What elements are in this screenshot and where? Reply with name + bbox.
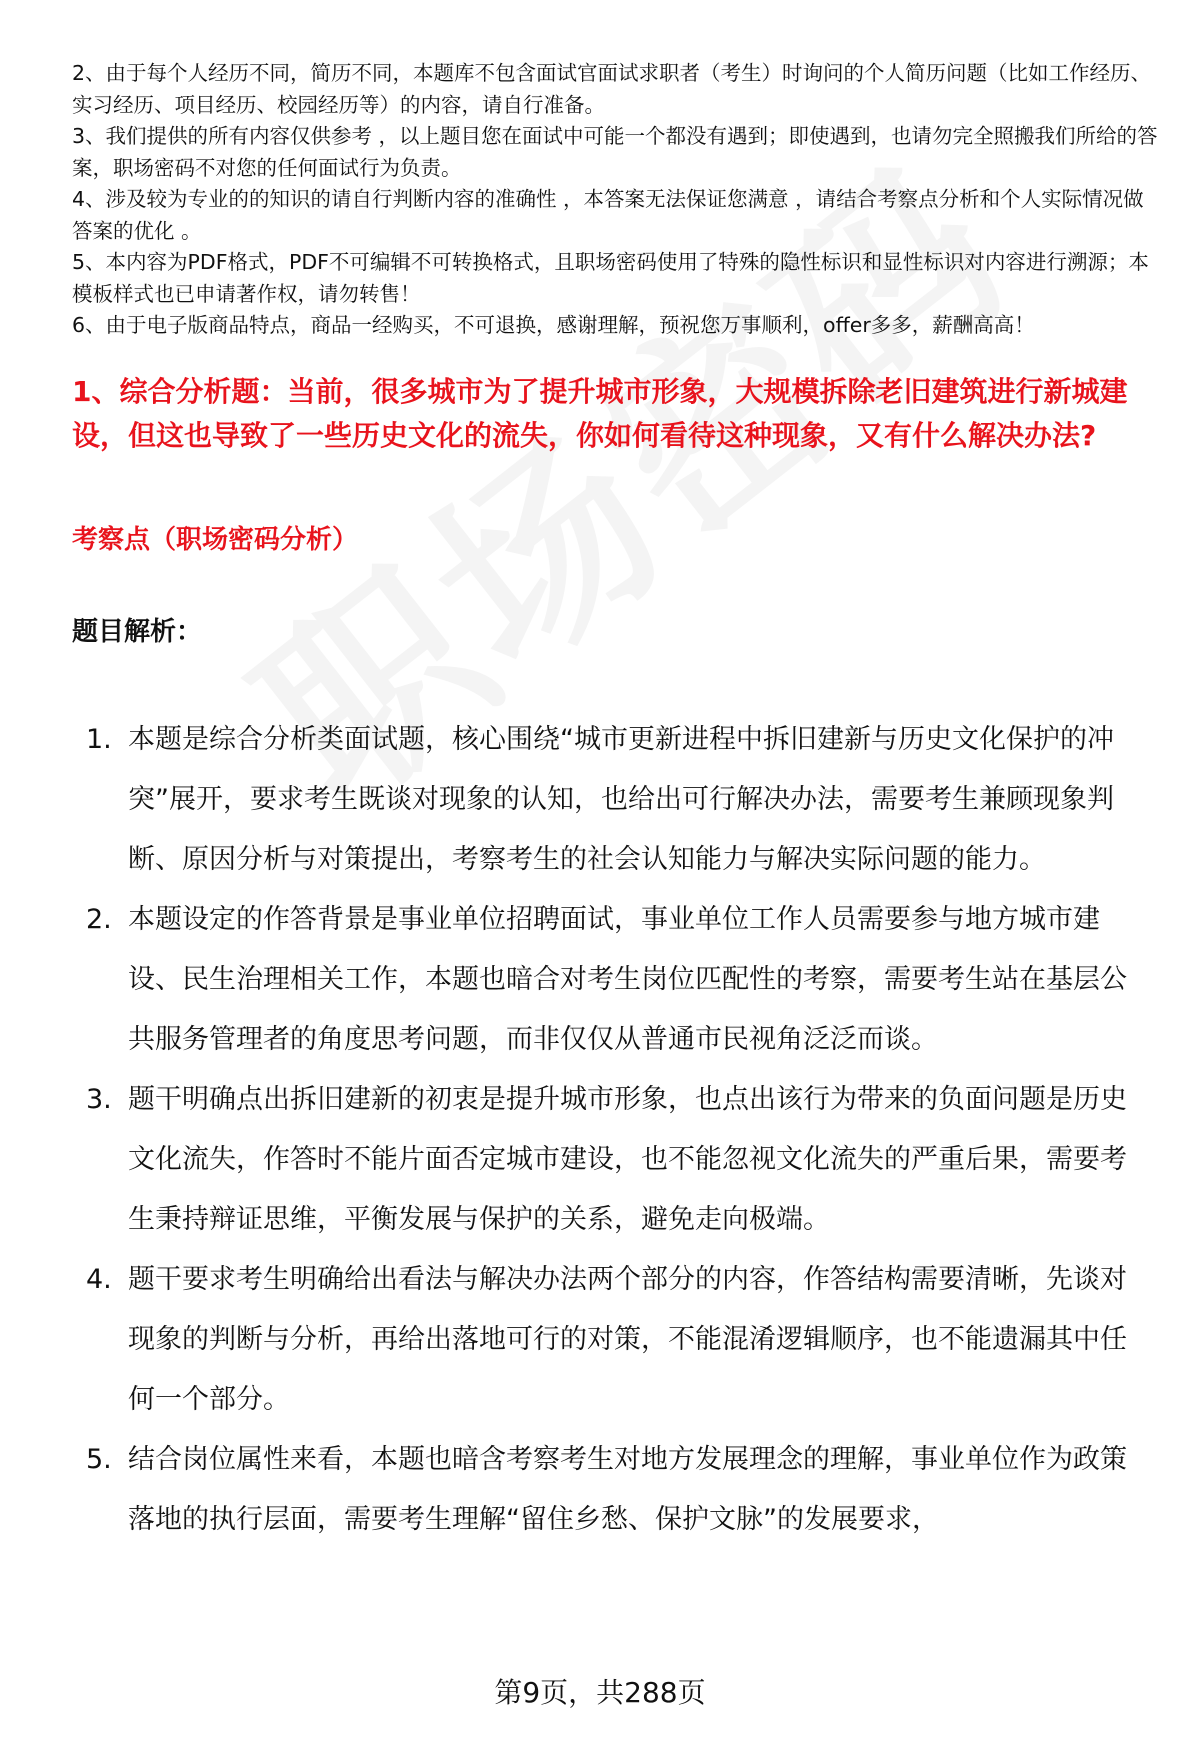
list-number: 1. [86,724,112,755]
page-number: 第9页，共288页 [494,1676,706,1709]
list-number: 5. [86,1444,112,1475]
list-item [72,1430,1152,1550]
analysis-list [72,710,1152,1550]
list-text: 本题设定的作答背景是事业单位招聘面试，事业单位工作人员需要参与地方城市建设、民生治理相关工作，本题也暗合对考生岗位匹配性的考察，需要考生站在基层公共服务管理者的角度思考问题，而非仅仅从普通市民视角泛泛而谈。 [128,904,1127,1055]
list-text: 题干明确点出拆旧建新的初衷是提升城市形象，也点出该行为带来的负面问题是历史文化流失，作答时不能片面否定城市建设，也不能忽视文化流失的严重后果，需要考生秉持辩证思维，平衡发展与保护的关系，避免走向极端。 [128,1084,1127,1235]
list-text: 本题是综合分析类面试题，核心围绕“城市更新进程中拆旧建新与历史文化保护的冲突”展开，要求考生既谈对现象的认知，也给出可行解决办法，需要考生兼顾现象判断、原因分析与对策提出，考察考生的社会认知能力与解决实际问题的能力。 [128,724,1114,875]
list-number: 4. [86,1264,112,1295]
list-item [72,1250,1152,1430]
notice-item: 4、涉及较为专业的的知识的请自行判断内容的准确性 ，本答案无法保证您满意 ，请结合考察点分析和个人实际情况做答案的优化 。 [72,187,1144,243]
notice-item: 3、我们提供的所有内容仅供参考 ，以上题目您在面试中可能一个都没有遇到；即使遇到，也请勿完全照搬我们所给的答案，职场密码不对您的任何面试行为负责。 [72,124,1158,180]
notice-block [72,58,1162,342]
list-number: 3. [86,1084,112,1115]
question-title: 1、综合分析题：当前，很多城市为了提升城市形象，大规模拆除老旧建筑进行新城建设，但这也导致了一些历史文化的流失，你如何看待这种现象，又有什么解决办法? [72,375,1128,452]
list-item [72,890,1152,1070]
list-item [72,710,1152,890]
list-number: 2. [86,904,112,935]
list-text: 结合岗位属性来看，本题也暗含考察考生对地方发展理念的理解，事业单位作为政策落地的执行层面，需要考生理解“留住乡愁、保护文脉”的发展要求， [128,1444,1127,1535]
list-text: 题干要求考生明确给出看法与解决办法两个部分的内容，作答结构需要清晰，先谈对现象的判断与分析，再给出落地可行的对策，不能混淆逻辑顺序，也不能遗漏其中任何一个部分。 [128,1264,1127,1415]
kaocha-heading: 考察点（职场密码分析） [72,525,359,555]
notice-item: 2、由于每个人经历不同，简历不同，本题库不包含面试官面试求职者（考生）时询问的个人简历问题（比如工作经历、实习经历、项目经历、校园经历等）的内容，请自行准备。 [72,61,1152,117]
list-item [72,1070,1152,1250]
analysis-heading: 题目解析： [72,617,203,647]
notice-item: 5、本内容为PDF格式，PDF不可编辑不可转换格式，且职场密码使用了特殊的隐性标识和显性标识对内容进行溯源；本模板样式也已申请著作权，请勿转售！ [72,250,1149,306]
notice-item: 6、由于电子版商品特点，商品一经购买，不可退换，感谢理解，预祝您万事顺利，offer多多，薪酬高高！ [72,313,1035,337]
